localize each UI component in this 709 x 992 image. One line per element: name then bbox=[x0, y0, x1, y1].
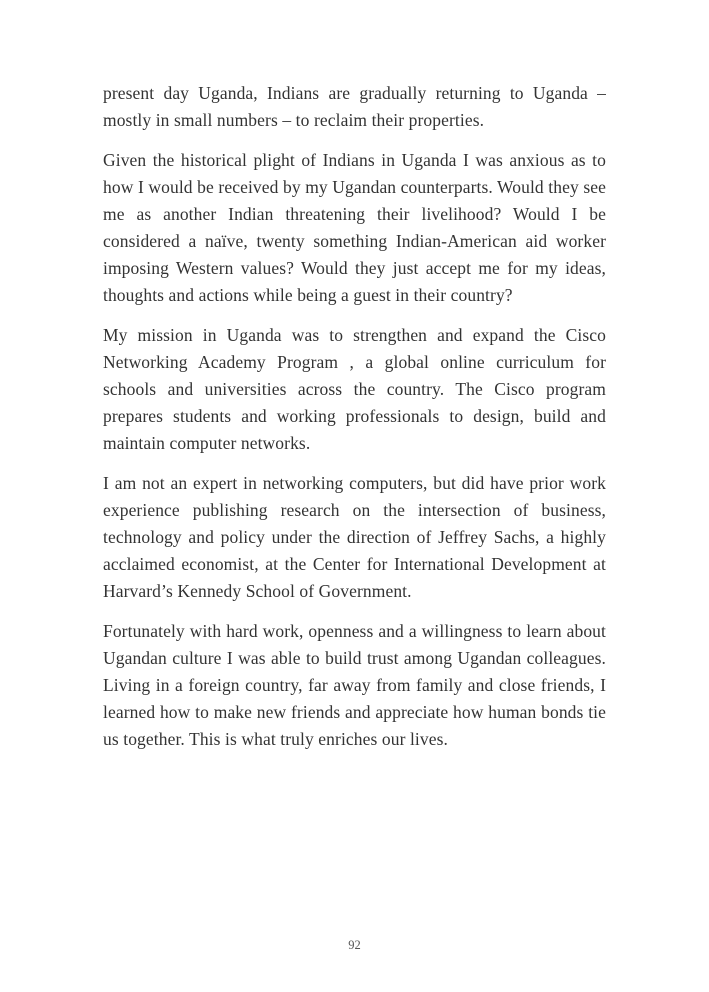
paragraph: present day Uganda, Indians are gradually returning to Uganda – mostly in small numbers – to reclaim their properties. bbox=[103, 83, 606, 130]
paragraph: Given the historical plight of Indians in Uganda I was anxious as to how I would be received by my Ugandan counterparts. Would they see me as another Indian threatening their livelihood? Would I be considered a naïve, twenty something Indian-American aid worker imposing Western values? Would they just accept me for my ideas, thoughts and actions while being a guest in their country? bbox=[103, 150, 606, 305]
page-number: 92 bbox=[348, 938, 361, 952]
paragraph: I am not an expert in networking computers, but did have prior work experience publishing research on the intersection of business, technology and policy under the direction of Jeffrey Sachs, a highly acclaimed economist, at the Center for International Development at Harvard’s Kennedy School of Government. bbox=[103, 473, 606, 601]
paragraph: Fortunately with hard work, openness and a willingness to learn about Ugandan culture I was able to build trust among Ugandan colleagues. Living in a foreign country, far away from family and close friends, I learned how to make new friends and appreciate how human bonds tie us together. This is what truly enriches our lives. bbox=[103, 621, 606, 749]
paragraph: My mission in Uganda was to strengthen and expand the Cisco Networking Academy Program , a global online curriculum for schools and universities across the country. The Cisco program prepares students and working professionals to design, build and maintain computer networks. bbox=[103, 325, 606, 453]
body-text bbox=[103, 80, 606, 766]
